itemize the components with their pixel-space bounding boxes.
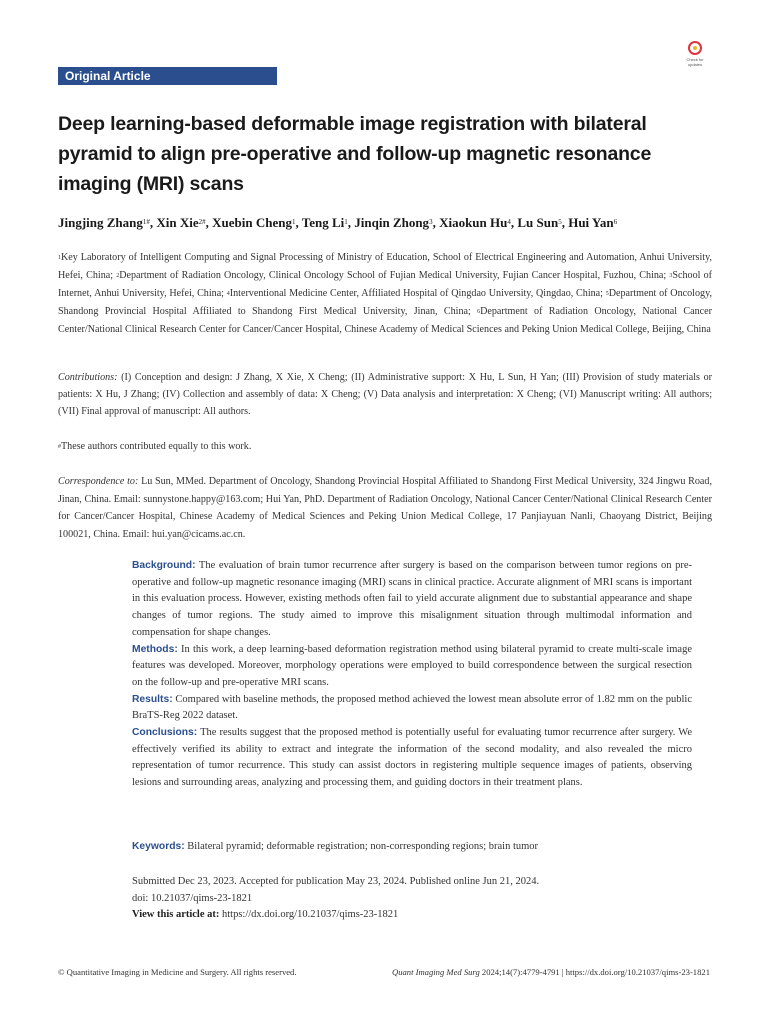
author: Jingjing Zhang (58, 215, 143, 230)
abstract (132, 558, 692, 792)
author-list: Jingjing Zhang$^{1\#}$, Xin Xie$^{2\#}$, Xuebin Cheng$^1$, Teng Li$^1$, Jinqin Zhong$^3$, Xiaokun Hu$^4$, Lu Sun$^5$, Hui Yan$^6$ (58, 215, 618, 230)
author: Hui Yan (568, 215, 614, 230)
crossmark-label: Check for updates (686, 57, 704, 67)
author: Xuebin Cheng (212, 215, 292, 230)
abstract-results: Results: Compared with baseline methods, the proposed method achieved the lowest mean absolute error of 1.82 mm on the public BraTS-Reg 2022 dataset. (132, 693, 692, 722)
submission-dates: Submitted Dec 23, 2023. Accepted for publication May 23, 2024. Published online Jun 21, 2024. (132, 876, 540, 887)
contributions-label: Contributions: (58, 372, 118, 383)
article-type-badge: Original Article (58, 67, 277, 85)
abstract-background: Background: The evaluation of brain tumor recurrence after surgery is based on the comparison between tumor regions on pre-operative and follow-up magnetic resonance imaging (MRI) scans in clinical practice. Accurate alignment of MRI scans is important in this evaluation process. However, existing methods often fail to yield accurate alignment due to substantial appearance and shape changes of tumor regions. The study aimed to improve this misalignment situation through multimodal information and compensation for shape changes. (132, 560, 692, 638)
footer-citation: Quant Imaging Med Surg 2024;14(7):4779-4791 | https://dx.doi.org/10.21037/qims-23-1821 (391, 967, 710, 977)
article-title: Deep learning-based deformable image registration with bilateral pyramid to align pre-operative and follow-up magnetic resonance imaging (MRI) scans (58, 113, 652, 195)
keywords: Keywords: Bilateral pyramid; deformable registration; non-corresponding regions; brain tumor (132, 841, 539, 852)
check-for-updates-logo[interactable] (680, 40, 710, 71)
author: Jinqin Zhong (354, 215, 430, 230)
contributions: Contributions: (I) Conception and design: J Zhang, X Xie, X Cheng; (II) Administrative support: X Hu, L Sun, H Yan; (III) Provision of study materials or patients: X Hu, J Zhang; (IV) Collection and assembly of data: X Cheng; (V) Data analysis and interpretation: X Cheng; (VI) Manuscript writing: All authors; (VII) Final approval of manuscript: All authors. (58, 372, 712, 417)
abstract-conclusions: Conclusions: The results suggest that the proposed method is potentially useful for evaluating tumor recurrence after surgery. We effectively verified its ability to extract and integrate the information of the second modality, and also revealed the micro representation of tumor recurrence. This study can assist doctors in registering multiple sequence images of patients, observing lesions and surrounding areas, analyzing and processing them, and guiding doctors in their treatment plans. (132, 727, 692, 789)
view-article-link: View this article at: https://dx.doi.org/10.21037/qims-23-1821 (132, 909, 399, 920)
footer-copyright: © Quantitative Imaging in Medicine and Surgery. All rights reserved. (58, 967, 297, 977)
equal-contribution-note: #These authors contributed equally to this work. (58, 441, 252, 452)
correspondence-label: Correspondence to: (58, 476, 139, 487)
author: Xin Xie (156, 215, 199, 230)
doi[interactable]: doi: 10.21037/qims-23-1821 (132, 892, 253, 904)
abstract-methods: Methods: In this work, a deep learning-based deformation registration method using bilateral pyramid to create multi-scale image features was developed. Moreover, morphology operations were employed to build correspondence between the surgical resection on the follow-up and pre-operative MRI scans. (132, 643, 692, 688)
correspondence: Correspondence to: Lu Sun, MMed. Department of Oncology, Shandong Provincial Hospital Affiliated to Shandong First Medical University, 324 Jingwu Road, Jinan, China. Email: sunnystone.happy@163.com; Hui Yan, PhD. Department of Radiation Oncology, National Cancer Center/National Clinical Research Center for Cancer/Cancer Hospital, Chinese Academy of Medical Sciences and Peking Union Medical College, 17 Panjiayuan Nanli, Chaoyang District, Beijing 100021, China. Email: hui.yan@cicams.ac.cn. (58, 476, 712, 540)
author: Xiaokun Hu (439, 215, 508, 230)
publication-info (132, 874, 692, 924)
crossmark-icon (688, 41, 702, 55)
affiliations: $^1$Key Laboratory of Intelligent Computing and Signal Processing of Ministry of Education, School of Electrical Engineering and Automation, Anhui University, Hefei, China; $^2$Department of Radiation Oncology, Clinical Oncology School of Fujian Medical University, Fujian Cancer Hospital, Fuzhou, China; $^3$School of Internet, Anhui University, Hefei, China; $^4$Interventional Medicine Center, Affiliated Hospital of Qingdao University, Qingdao, China; $^5$Department of Oncology, Shandong Provincial Hospital Affiliated to Shandong First Medical University, Jinan, China; $^6$Department of Radiation Oncology, National Cancer Center/National Clinical Research Center for Cancer/Cancer Hospital, Chinese Academy of Medical Sciences and Peking Union Medical College, Beijing, China (58, 252, 712, 335)
author: Lu Sun (517, 215, 559, 230)
author: Teng Li (301, 215, 345, 230)
